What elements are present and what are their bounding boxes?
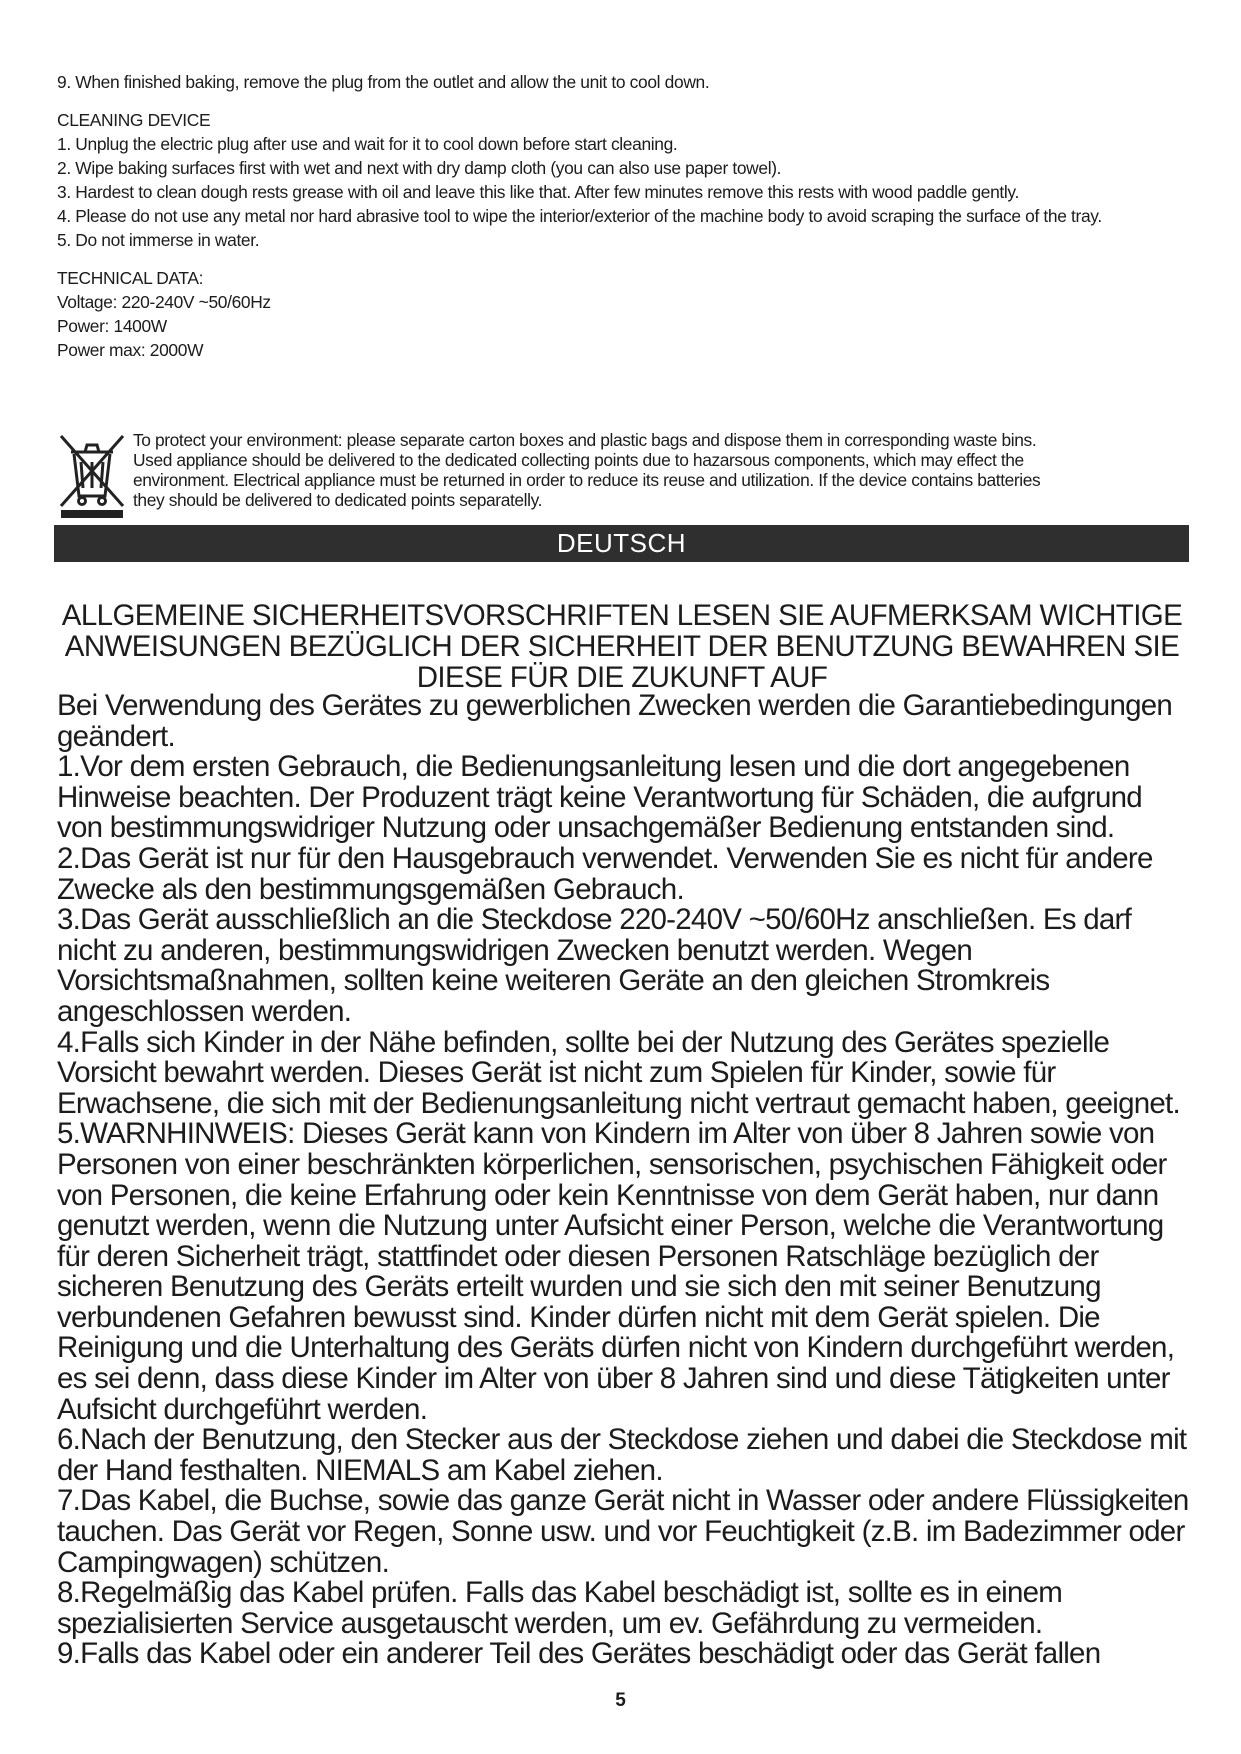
cleaning-item: 3. Hardest to clean dough rests grease with oil and leave this like that. After few minutes remove this rests with wood paddle gently. [57,182,1019,202]
environment-line: To protect your environment: please separate carton boxes and plastic bags and dispose them in corresponding waste bins. [133,430,1037,450]
safety-paragraph: Bei Verwendung des Gerätes zu gewerblichen Zwecken werden die Garantiebedingungen geändert. [57,689,1173,753]
safety-title-line: ALLGEMEINE SICHERHEITSVORSCHRIFTEN LESEN SIE AUFMERKSAM WICHTIGE [61,599,1183,632]
safety-paragraph: 7.Das Kabel, die Buchse, sowie das ganze Gerät nicht in Wasser oder andere Flüssigkeiten tauchen. Das Gerät vor Regen, Sonne usw. und vor Feuchtigkeit (z.B. im Badezimmer oder Campingwagen) schützen. [57,1484,1189,1579]
cleaning-item: 2. Wipe baking surfaces first with wet and next with dry damp cloth (you can also use paper towel). [57,158,782,178]
technical-power-max: Power max: 2000W [57,340,204,360]
technical-voltage: Voltage: 220-240V ~50/60Hz [57,292,271,312]
crossed-out-wheelie-bin-icon [57,430,127,520]
cleaning-item: 5. Do not immerse in water. [57,230,260,250]
safety-paragraph: 2.Das Gerät ist nur für den Hausgebrauch verwendet. Verwenden Sie es nicht für andere Zwecke als den bestimmungsgemäßen Gebrauch. [57,841,1153,906]
page-number: 5 [615,1690,626,1711]
safety-paragraph: 5.WARNHINWEIS: Dieses Gerät kann von Kindern im Alter von über 8 Jahren sowie von Personen von einer beschränkten körperlichen, sensorischen, psychischen Fähigkeit oder von Personen, die keine Erfahrung oder kein Kenntnisse von dem Gerät haben, nur dann genutzt werden, wenn die Nutzung unter Aufsicht einer Person, welche die Verantwortung für deren Sicherheit trägt, stattfindet oder diesen Personen Ratschläge bezüglich der sicheren Benutzung des Geräts erteilt wurden und sie sich den mit seiner Benutzung verbundenen Gefahren bewusst sind. Kinder dürfen nicht mit dem Gerät spielen. Die Reinigung und die Unterhaltung des Geräts dürfen nicht von Kindern durchgeführt werden, es sei denn, dass diese Kinder im Alter von über 8 Jahren sind und diese Tätigkeiten unter Aufsicht durchgeführt werden. [57,1117,1175,1426]
technical-power: Power: 1400W [57,316,167,336]
safety-paragraph: 3.Das Gerät ausschließlich an die Steckdose 220-240V ~50/60Hz anschließen. Es darf nicht zu anderen, bestimmungswidrigen Zwecken benutzt werden. Wegen Vorsichtsmaßnahmen, sollten keine weiteren Geräte an den gleichen Stromkreis angeschlossen werden. [57,903,1132,1028]
technical-heading: TECHNICAL DATA: [57,268,204,288]
baking-step-9: 9. When finished baking, remove the plug from the outlet and allow the unit to cool down. [57,72,710,92]
safety-title-line: ANWEISUNGEN BEZÜGLICH DER SICHERHEIT DER BENUTZUNG BEWAHREN SIE [64,630,1180,663]
safety-paragraph: 8.Regelmäßig das Kabel prüfen. Falls das Kabel beschädigt ist, sollte es in einem spezialisierten Service ausgetauscht werden, um ev. Gefährdung zu vermeiden. [57,1576,1063,1640]
safety-instructions [57,691,1192,1670]
environment-line: environment. Electrical appliance must be returned in order to reduce its reuse and utilization. If the device contains batteries [133,470,1041,490]
cleaning-heading: CLEANING DEVICE [57,110,211,130]
cleaning-item: 1. Unplug the electric plug after use and wait for it to cool down before start cleaning. [57,134,678,154]
safety-title-line: DIESE FÜR DIE ZUKUNFT AUF [416,661,828,694]
safety-paragraph: 9.Falls das Kabel oder ein anderer Teil des Gerätes beschädigt oder das Gerät fallen [57,1637,1101,1671]
environment-line: they should be delivered to dedicated points separatelly. [133,490,543,510]
cleaning-item: 4. Please do not use any metal nor hard abrasive tool to wipe the interior/exterior of the machine body to avoid scraping the surface of the tray. [57,206,1102,226]
safety-title [57,600,1187,693]
english-section [57,70,1187,362]
safety-paragraph: 1.Vor dem ersten Gebrauch, die Bedienungsanleitung lesen und die dort angegebenen Hinweise beachten. Der Produzent trägt keine Verantwortung für Schäden, die aufgrund von bestimmungswidriger Nutzung oder unsachgemäßer Bedienung entstanden sind. [57,750,1142,845]
safety-paragraph: 4.Falls sich Kinder in der Nähe befinden, sollte bei der Nutzung des Gerätes spezielle Vorsicht bewahrt werden. Dieses Gerät ist nicht zum Spielen für Kinder, sowie für Erwachsene, die sich mit der Bedienungsanleitung nicht vertraut gemacht haben, geeignet. [57,1025,1180,1120]
language-section-banner: DEUTSCH [54,525,1189,562]
safety-paragraph: 6.Nach der Benutzung, den Stecker aus der Steckdose ziehen und dabei die Steckdose mit der Hand festhalten. NIEMALS am Kabel ziehen. [57,1423,1187,1487]
environment-line: Used appliance should be delivered to the dedicated collecting points due to hazarsous components, which may effect the [133,450,1024,470]
